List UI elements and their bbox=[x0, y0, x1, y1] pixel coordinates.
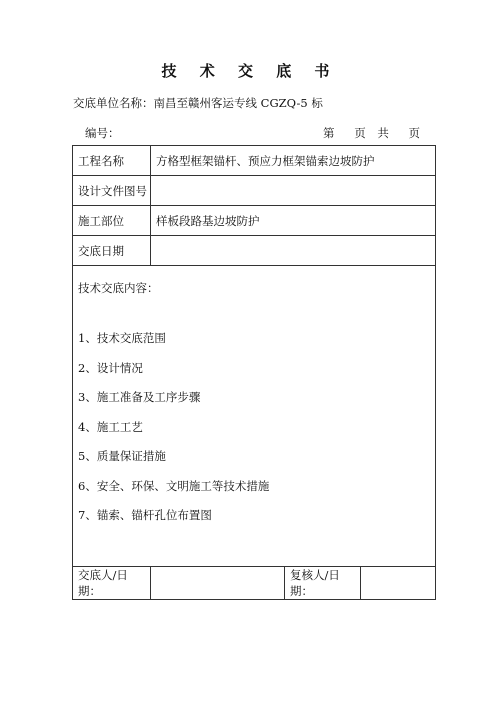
list-item: 5、质量保证措施 bbox=[78, 449, 166, 463]
table-row bbox=[73, 176, 436, 206]
briefing-content-cell bbox=[73, 266, 436, 567]
list-item: 7、锚索、锚杆孔位布置图 bbox=[78, 508, 212, 522]
list-item: 3、施工准备及工序步骤 bbox=[78, 390, 201, 404]
table-row bbox=[73, 266, 436, 567]
issuing-unit-value: 南昌至赣州客运专线 CGZQ-5 标 bbox=[153, 96, 323, 110]
table-row bbox=[73, 206, 436, 236]
table-row bbox=[73, 146, 436, 176]
issuer-date-value bbox=[151, 567, 285, 600]
document-title: 技 术 交 底 书 bbox=[161, 62, 339, 80]
project-name-value: 方格型框架锚杆、预应力框架锚索边坡防护 bbox=[151, 146, 436, 176]
construction-part-value: 样板段路基边坡防护 bbox=[151, 206, 436, 236]
issuing-unit-label: 交底单位名称： bbox=[73, 96, 154, 110]
briefing-date-label: 交底日期 bbox=[73, 236, 151, 266]
construction-part-label: 施工部位 bbox=[73, 206, 151, 236]
table-row bbox=[73, 567, 436, 600]
briefing-table bbox=[72, 145, 436, 600]
page-ye-gong-label: 页 共 bbox=[354, 126, 389, 140]
reviewer-date-value bbox=[361, 567, 436, 600]
briefing-content-heading: 技术交底内容： bbox=[78, 281, 159, 295]
list-item: 4、施工工艺 bbox=[78, 419, 143, 434]
project-name-label: 工程名称 bbox=[73, 146, 151, 176]
briefing-content-list bbox=[78, 330, 435, 537]
drawing-number-label: 设计文件图号 bbox=[73, 176, 151, 206]
page-di-label: 第 bbox=[323, 126, 335, 140]
list-item: 1、技术交底范围 bbox=[78, 331, 166, 345]
issuer-date-label: 交底人/日期： bbox=[73, 567, 151, 600]
drawing-number-value bbox=[151, 176, 436, 206]
table-row bbox=[73, 236, 436, 266]
document-number-label: 编号： bbox=[85, 126, 120, 140]
briefing-date-value bbox=[151, 236, 436, 266]
reviewer-date-label: 复核人/日期： bbox=[285, 567, 361, 600]
list-item: 6、安全、环保、文明施工等技术措施 bbox=[78, 478, 270, 493]
page-count bbox=[315, 125, 420, 141]
list-item: 2、设计情况 bbox=[78, 360, 143, 375]
page-ye-label: 页 bbox=[408, 126, 420, 140]
issuing-unit-line bbox=[73, 95, 323, 111]
